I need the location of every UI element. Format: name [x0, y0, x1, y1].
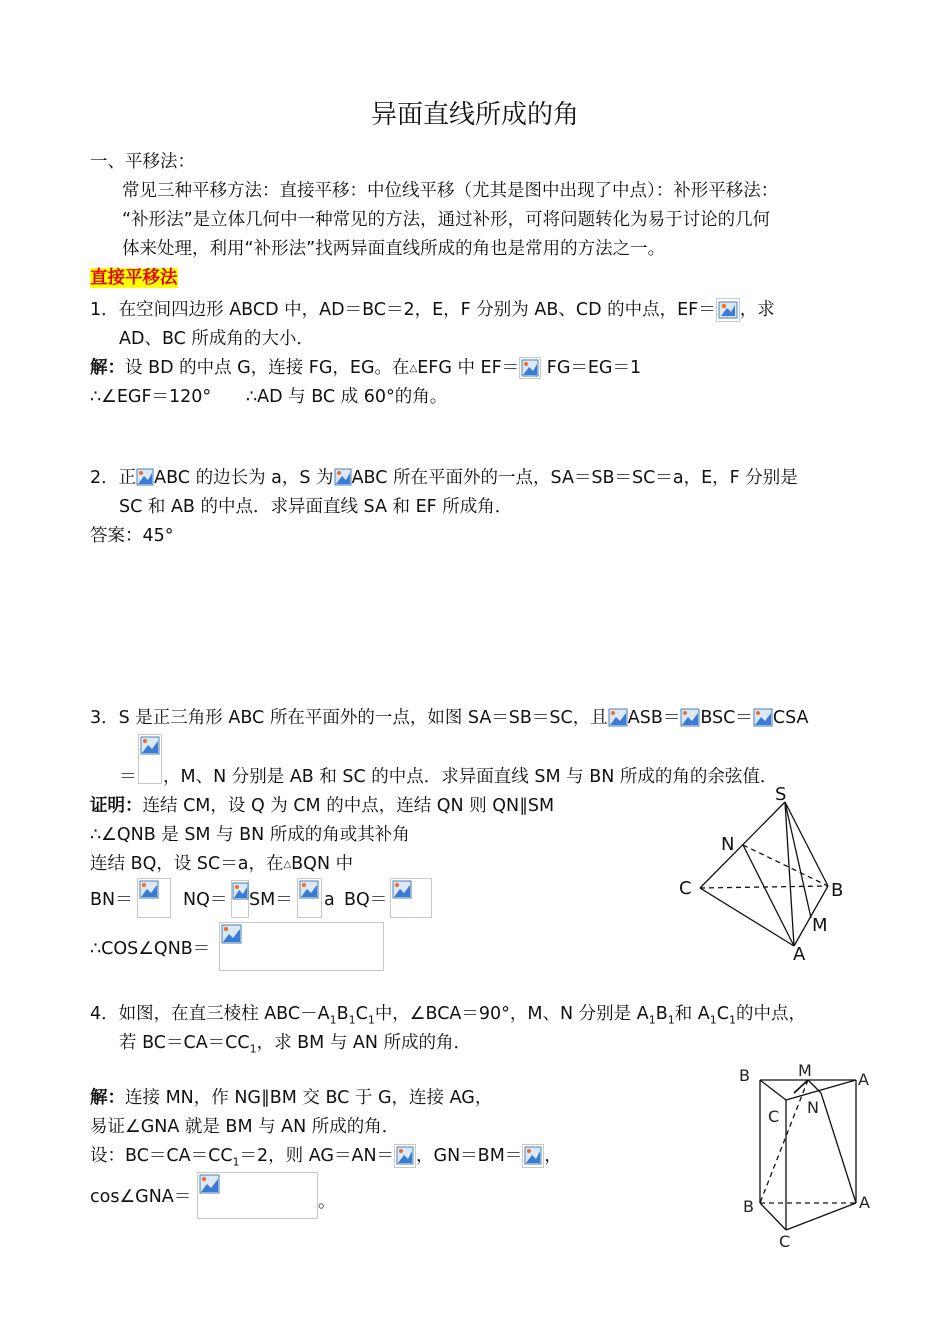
segment-nb-hidden [743, 845, 828, 886]
formula-image-icon [197, 1172, 318, 1219]
problem-1-line-1 [90, 298, 775, 322]
formula-image-icon [231, 880, 249, 918]
p3-text-b: ASB＝ [627, 708, 681, 728]
subscript-1: 1 [249, 1042, 257, 1056]
formula-image-icon [138, 734, 162, 784]
p4-solution-1 [90, 1086, 492, 1110]
problem-2-line-1 [90, 466, 798, 490]
problem-1-line-2: AD、BC 所成角的大小． [119, 329, 314, 349]
p4-sol3-a: 设：BC＝CA＝CC [90, 1146, 233, 1166]
p3-nq-label: NQ＝ [183, 890, 228, 910]
p2-text-b: ABC 的边长为 a，S 为 [154, 468, 334, 488]
p1-text-a: 1．在空间四边形 ABCD 中，AD＝BC＝2，E，F 分别为 AB、CD 的中点，EF＝ [90, 300, 716, 320]
label-n: N [721, 834, 735, 855]
formula-image-icon [137, 878, 171, 918]
formula-image-icon [608, 708, 628, 728]
triangle-symbol: △ [283, 859, 292, 870]
triangle-symbol: △ [409, 363, 418, 374]
p2-text-a: 2．正 [90, 468, 137, 488]
section-heading: 一、平移法： [90, 152, 195, 172]
formula-image-icon [390, 878, 432, 918]
problem-4-line-1 [90, 1002, 806, 1033]
p1-solution-2b: ∴AD 与 BC 成 60°的角。 [246, 387, 448, 407]
label-c-top: C [768, 1107, 780, 1126]
label-a: A [793, 944, 806, 965]
label-a-top: A [858, 1070, 869, 1089]
solution-label: 解： [90, 1088, 125, 1108]
p3-proof-1 [90, 794, 554, 818]
p4-text-b: B [336, 1004, 349, 1024]
p4-solution-2: 易证∠GNA 就是 BM 与 AN 所成的角． [90, 1117, 400, 1137]
segment-na [821, 1093, 856, 1203]
p4-text-a: 4．如图，在直三棱柱 ABC－A [90, 1004, 330, 1024]
p3-cos-label: ∴COS∠QNB＝ [90, 939, 211, 959]
subscript-1: 1 [667, 1013, 675, 1027]
highlight-heading: 直接平移法 [90, 268, 178, 288]
p1-solution-2a: ∴∠EGF＝120° [90, 387, 212, 407]
subscript-1: 1 [709, 1013, 717, 1027]
p4-cos-label: cos∠GNA＝ [90, 1187, 192, 1207]
label-b-top: B [739, 1066, 750, 1085]
p4-text-c: C [355, 1004, 368, 1024]
solution-label: 解： [90, 358, 125, 378]
problem-3-line-2: ，M、N 分别是 AB 和 SC 的中点．求异面直线 SM 与 BN 所成的角的余弦值． [163, 767, 778, 787]
p2-text-c: ABC 所在平面外的一点，SA＝SB＝SC＝a，E，F 分别是 [351, 468, 798, 488]
prism-figure [735, 1060, 885, 1250]
label-m: M [812, 915, 828, 936]
p4-text-h: 的中点， [736, 1004, 806, 1024]
p3-proof-3a: 连结 BQ，设 SC＝a，在 [90, 854, 284, 874]
p4-text-d: 中，∠BCA＝90°，M、N 分别是 A [374, 1004, 649, 1024]
edge-sc [700, 802, 785, 888]
tetrahedron-figure [670, 780, 860, 970]
p4-text-f: 和 A [674, 1004, 710, 1024]
p3-text-d: CSA [772, 708, 809, 728]
p4-sol3-d: ， [544, 1146, 562, 1166]
problem-3-line-1 [90, 706, 808, 730]
intro-line-2: “补形法”是立体几何中一种常见的方法，通过补形，可将问题转化为易于讨论的几何 [122, 210, 771, 230]
formula-image-icon [680, 708, 700, 728]
subscript-1: 1 [729, 1013, 736, 1027]
edge-bc-bottom [760, 1203, 786, 1230]
p4-text-e: B [655, 1004, 668, 1024]
p4-text-g: C [716, 1004, 729, 1024]
p1-sol-text-c: FG＝EG＝1 [541, 358, 642, 378]
p3-text-a: 3．S 是正三角形 ABC 所在平面外的一点，如图 SA＝SB＝SC，且 [90, 708, 608, 728]
p4-l2-a: 若 BC＝CA＝CC [119, 1033, 250, 1053]
label-a-bottom: A [859, 1193, 870, 1212]
label-n: N [807, 1098, 819, 1117]
formula-image-icon [136, 468, 154, 488]
subscript-1: 1 [348, 1013, 356, 1027]
p3-a-var: a [324, 890, 335, 910]
p4-sol3-b: ＝2，则 AG＝AN＝ [239, 1146, 395, 1166]
p3-sm-label: SM＝ [249, 890, 293, 910]
formula-image-icon [716, 298, 740, 322]
p4-period: 。 [318, 1192, 336, 1212]
p4-l2-b: ，求 BM 与 AN 所成的角． [256, 1033, 472, 1053]
p1-text-b: ，求 [739, 300, 775, 320]
label-m: M [798, 1061, 812, 1080]
label-b: B [831, 880, 844, 901]
edge-ca-bottom [786, 1203, 856, 1230]
p3-eq-sign: ＝ [119, 767, 137, 787]
problem-4-line-2 [119, 1031, 471, 1062]
subscript-1: 1 [648, 1013, 656, 1027]
edge-sb [785, 802, 828, 886]
page-title: 异面直线所成的角 [370, 100, 579, 130]
p3-proof-2: ∴∠QNB 是 SM 与 BN 所成的角或其补角 [90, 825, 410, 845]
p3-proof-3b: BQN 中 [291, 854, 354, 874]
p3-proof-text: 连结 CM，设 Q 为 CM 的中点，连结 QN 则 QN∥SM [142, 796, 555, 816]
segment-mn [794, 1080, 808, 1093]
p4-sol-text: 连接 MN，作 NG∥BM 交 BC 于 G，连接 AG， [125, 1088, 493, 1108]
p3-bq-label: BQ＝ [344, 890, 388, 910]
p3-proof-3 [90, 852, 353, 877]
intro-line-3: 体来处理，利用“补形法”找两异面直线所成的角也是常用的方法之一。 [122, 239, 666, 259]
formula-image-icon [394, 1144, 416, 1168]
subscript-1: 1 [232, 1155, 240, 1169]
formula-image-icon [753, 708, 773, 728]
formula-image-icon [334, 468, 352, 488]
formula-image-icon [522, 1144, 544, 1168]
problem-2-answer: 答案：45° [90, 526, 174, 546]
p3-text-c: BSC＝ [700, 708, 753, 728]
label-s: S [775, 784, 787, 805]
proof-label: 证明： [90, 796, 143, 816]
edge-b1c1 [760, 1080, 786, 1100]
p1-sol-text: 设 BD 的中点 G，连接 FG，EG。在 [125, 358, 410, 378]
subscript-1: 1 [367, 1013, 375, 1027]
p4-sol3-c: ，GN＝BM＝ [416, 1146, 523, 1166]
segment-mn2 [808, 1080, 821, 1093]
p3-bn-label: BN＝ [90, 890, 133, 910]
subscript-1: 1 [329, 1013, 337, 1027]
label-b-bottom: B [743, 1197, 754, 1216]
formula-image-icon [519, 357, 541, 379]
intro-line-1: 常见三种平移方法：直接平移：中位线平移（尤其是图中出现了中点）：补形平移法： [122, 181, 779, 201]
p1-solution-1 [90, 356, 641, 381]
p4-solution-3 [90, 1144, 562, 1175]
formula-image-icon [219, 922, 384, 971]
label-c-bottom: C [779, 1232, 791, 1250]
label-c: C [679, 878, 692, 899]
problem-2-line-2: SC 和 AB 的中点．求异面直线 SA 和 EF 所成角． [119, 497, 513, 517]
p1-sol-text-b: EFG 中 EF＝ [417, 358, 520, 378]
formula-image-icon [297, 878, 322, 918]
